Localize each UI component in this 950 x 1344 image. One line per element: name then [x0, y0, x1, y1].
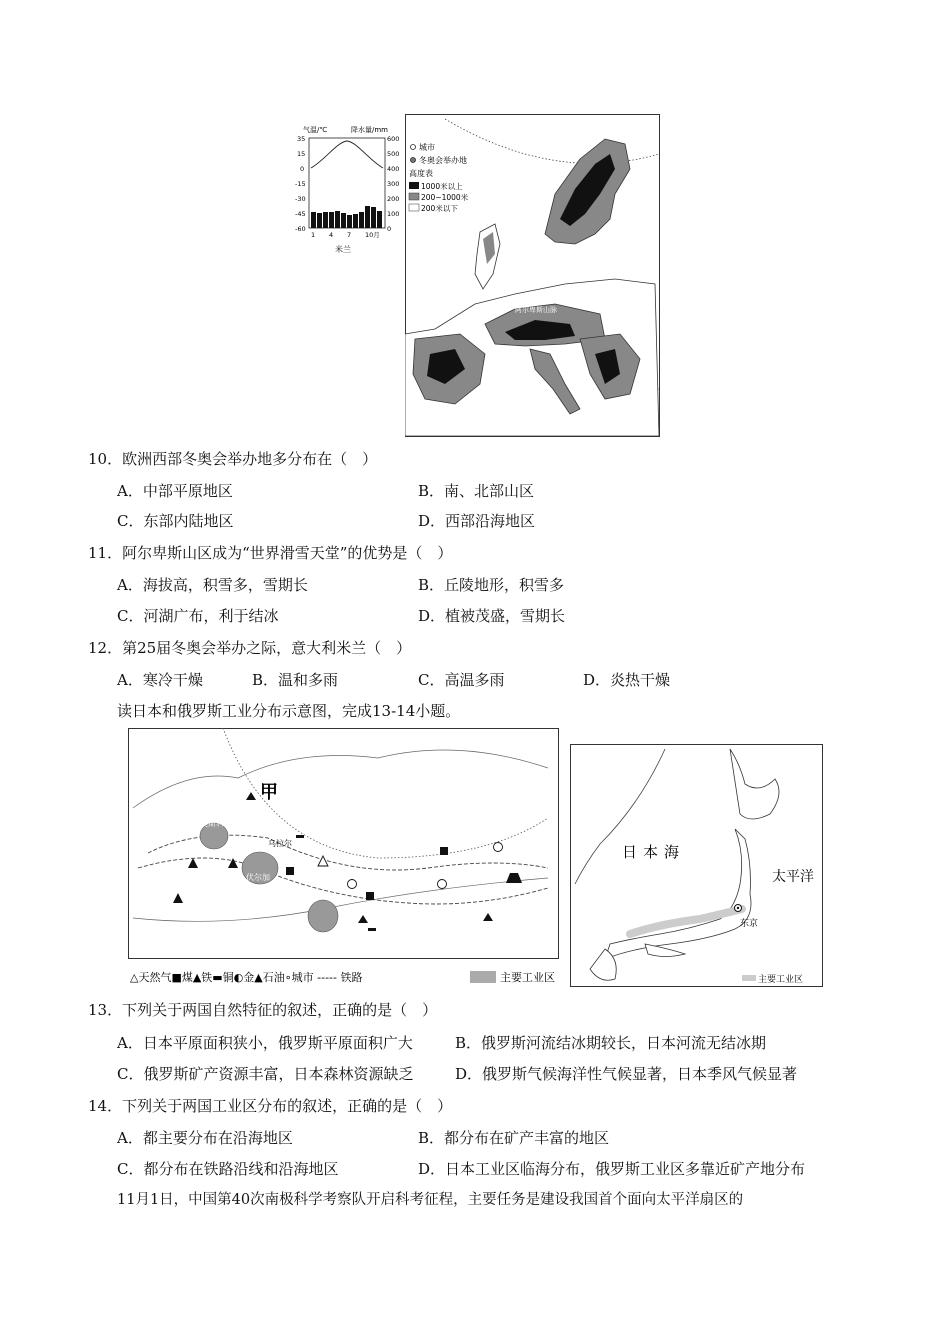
q11-option-c[interactable]: C．河湖广布，利于结冰: [117, 607, 279, 625]
svg-text:-15: -15: [295, 180, 306, 188]
intro-13-14: 读日本和俄罗斯工业分布示意图，完成13-14小题。: [117, 702, 461, 720]
q10-option-c[interactable]: C．东部内陆地区: [117, 512, 234, 530]
q14-option-c[interactable]: C．都分布在铁路沿线和沿海地区: [117, 1160, 339, 1178]
q11-option-a[interactable]: A．海拔高，积雪多，雪期长: [117, 576, 308, 594]
q10-option-a[interactable]: A．中部平原地区: [117, 482, 233, 500]
q13-option-c[interactable]: C．俄罗斯矿产资源丰富，日本森林资源缺乏: [117, 1065, 414, 1083]
europe-map: [405, 114, 661, 439]
svg-text:300: 300: [387, 180, 400, 188]
russia-legend: △天然气■煤▲铁▬铜◐金▲石油∘城市 ----- 铁路: [130, 971, 363, 984]
svg-text:35: 35: [297, 135, 306, 143]
svg-text:-45: -45: [295, 210, 306, 218]
svg-text:400: 400: [387, 165, 400, 173]
svg-text:城市: 城市: [419, 143, 435, 152]
climate-city-label: 米兰: [335, 245, 351, 254]
svg-text:东京: 东京: [740, 919, 759, 929]
question-13-stem: 13．下列关于两国自然特征的叙述，正确的是（ ）: [88, 1001, 438, 1019]
svg-text:乌拉尔: 乌拉尔: [268, 839, 292, 848]
svg-text:500: 500: [387, 150, 400, 158]
q12-option-c[interactable]: C．高温多雨: [418, 671, 505, 689]
q14-option-a[interactable]: A．都主要分布在沿海地区: [117, 1129, 293, 1147]
svg-text:200米以下: 200米以下: [421, 204, 458, 213]
svg-text:200: 200: [387, 195, 400, 203]
intro-next: 11月1日，中国第40次南极科学考察队开启科考征程，主要任务是建设我国首个面向太平洋扇区的: [117, 1192, 744, 1208]
svg-text:4: 4: [329, 231, 334, 239]
svg-text:主要工业区: 主要工业区: [758, 975, 804, 985]
q10-option-d[interactable]: D．西部沿海地区: [418, 512, 536, 530]
svg-text:莫斯科: 莫斯科: [200, 819, 224, 828]
svg-text:1000米以上: 1000米以上: [421, 182, 463, 191]
russia-map: [128, 728, 560, 990]
question-14-stem: 14．下列关于两国工业区分布的叙述，正确的是（ ）: [88, 1097, 453, 1115]
svg-text:600: 600: [387, 135, 400, 143]
q12-option-a[interactable]: A．寒冷干燥: [117, 671, 203, 689]
q11-option-d[interactable]: D．植被茂盛，雪期长: [418, 607, 566, 625]
question-12-stem: 12．第25届冬奥会举办之际，意大利米兰（ ）: [88, 639, 412, 657]
temp-axis-label: 气温/℃: [303, 126, 328, 134]
q14-option-b[interactable]: B．都分布在矿产丰富的地区: [418, 1129, 610, 1147]
svg-text:日本海: 日本海: [622, 843, 686, 861]
question-10-stem: 10．欧洲西部冬奥会举办地多分布在（ ）: [88, 450, 378, 468]
svg-text:太平洋: 太平洋: [772, 869, 814, 885]
svg-text:200~1000米: 200~1000米: [421, 193, 469, 202]
svg-text:1: 1: [311, 231, 316, 239]
svg-text:主要工业区: 主要工业区: [500, 971, 555, 984]
q12-option-b[interactable]: B．温和多雨: [252, 671, 339, 689]
svg-text:-60: -60: [295, 225, 306, 233]
q10-option-b[interactable]: B．南、北部山区: [418, 482, 535, 500]
q12-option-d[interactable]: D．炎热干燥: [583, 671, 671, 689]
precip-axis-label: 降水量/mm: [351, 126, 388, 134]
svg-text:0: 0: [300, 165, 305, 173]
svg-text:冬奥会举办地: 冬奥会举办地: [419, 156, 467, 165]
q11-option-b[interactable]: B．丘陵地形，积雪多: [418, 576, 565, 594]
svg-text:高度表: 高度表: [409, 169, 433, 178]
jia-label: 甲: [260, 782, 278, 803]
svg-text:-30: -30: [295, 195, 306, 203]
svg-text:伏尔加: 伏尔加: [246, 873, 270, 882]
svg-text:15: 15: [297, 150, 306, 158]
q13-option-d[interactable]: D．俄罗斯气候海洋性气候显著，日本季风气候显著: [455, 1065, 798, 1083]
svg-text:7: 7: [347, 231, 352, 239]
svg-text:0: 0: [387, 225, 392, 233]
q13-option-a[interactable]: A．日本平原面积狭小，俄罗斯平原面积广大: [117, 1034, 413, 1052]
alps-label: 阿尔卑斯山脉: [515, 306, 557, 314]
q13-option-b[interactable]: B．俄罗斯河流结冰期较长，日本河流无结冰期: [455, 1034, 767, 1052]
climate-chart: [285, 124, 405, 274]
svg-text:100: 100: [387, 210, 400, 218]
question-11-stem: 11．阿尔卑斯山区成为“世界滑雪天堂”的优势是（ ）: [88, 544, 453, 562]
japan-map: [570, 744, 824, 988]
figure-europe: [285, 112, 665, 442]
q14-option-d[interactable]: D．日本工业区临海分布，俄罗斯工业区多靠近矿产地分布: [418, 1160, 806, 1178]
svg-text:10月: 10月: [365, 231, 380, 239]
